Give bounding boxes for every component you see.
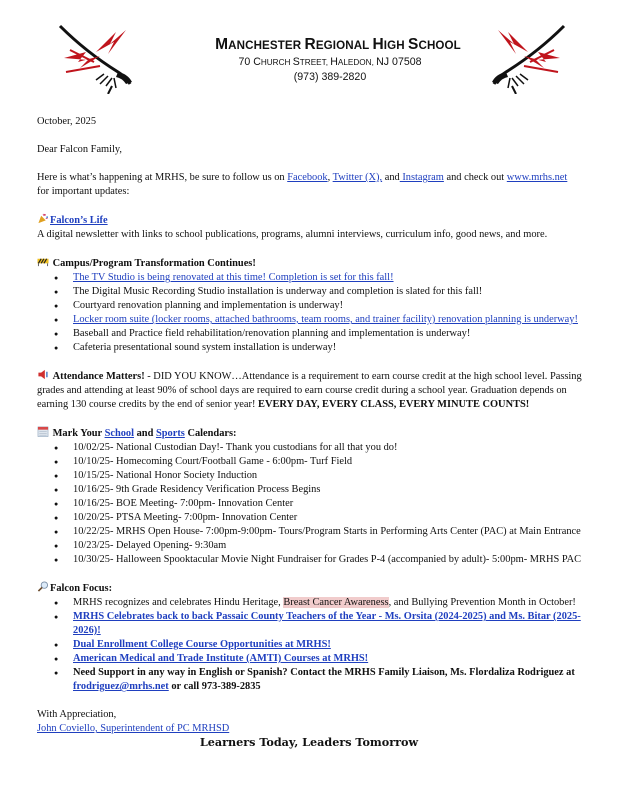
twitter-link[interactable]: Twitter (X), [332,172,383,183]
school-info [150,36,490,84]
magnifying-glass-icon [37,581,49,592]
calendar-event: ● 10/22/25- MRHS Open House- 7:00pm-9:00pm- Tours/Program Starts in Performing Arts Center (PAC) at Main Entrance [37,525,582,539]
website-link[interactable]: www.mrhs.net [506,172,568,183]
campus-item-music-studio: ● The Digital Music Recording Studio installation is underway and completion is slated for this fall! [37,285,582,299]
campus-heading: Campus/Program Transformation Continues! [37,256,582,271]
calendar-list [37,441,582,567]
party-popper-icon [37,213,49,224]
calendar-event: ● 10/16/25- 9th Grade Residency Verification Process Begins [37,483,582,497]
campus-item-courtyard: ● Courtyard renovation planning and implementation is underway! [37,299,582,313]
signature-link[interactable]: John Coviello, Superintendent of PC MRHSD [37,723,230,734]
attendance-paragraph: Attendance Matters! - DID YOU KNOW…Attendance is a requirement to earn course credit at the high school level. Passing grades and attending at least 90% of school days are required to earn course credit during a school year. Graduation depends on earning 130 course credits by the end of senior year! EVERY DAY, EVERY CLASS, EVERY MINUTE COUNTS! [37,371,582,410]
letterhead [0,0,618,110]
calendar-heading: Mark Your School and Sports Calendars: [37,426,582,441]
calendar-event: ● 10/15/25- National Honor Society Induction [37,469,582,483]
greeting: Dear Falcon Family, [37,144,123,155]
focus-item-heritage-month: ● MRHS recognizes and celebrates Hindu Heritage, Breast Cancer Awareness, and Bullying Prevention Month in October! [37,596,582,610]
letter-body [37,110,582,736]
focus-list [37,596,582,694]
falcons-life-heading [37,213,582,228]
school-phone: (973) 389-2820 [293,71,367,83]
calendar-event: ● 10/30/25- Halloween Spooktacular Movie Night Fundraiser for Grades P-4 (accompanied by adult)- 5:00pm- MRHS PAC [37,553,582,567]
calendar-event: ● 10/02/25- National Custodian Day!- Thank you custodians for all that you do! [37,441,582,455]
focus-item-family-liaison: ● Need Support in any way in English or Spanish? Contact the MRHS Family Liaison, Ms. Flordaliza Rodriguez at frodriguez@mrhs.net or call 973-389-2835 [37,666,582,694]
falcon-logo-left [56,22,146,94]
school-address: 70 CHURCH STREET, HALEDON, NJ 07508 [238,56,422,68]
school-name: MANCHESTER REGIONAL HIGH SCHOOL [215,36,461,53]
campus-item-locker-room [37,313,582,327]
closing: With Appreciation, [37,709,117,720]
locker-room-link[interactable]: Locker room suite (locker rooms, attached bathrooms, team rooms, and trainer facility) renovation planning is underway! [73,314,578,325]
focus-item-dual-enrollment [37,638,582,652]
letter-date: October, 2025 [37,116,97,127]
campus-item-tv-studio [37,271,582,285]
focus-item-teachers-of-year [37,610,582,638]
falcons-life-link[interactable]: Falcon’s Life [50,215,108,226]
facebook-link[interactable]: Facebook [287,172,328,183]
falcon-logo-right [478,22,568,94]
calendar-event: ● 10/10/25- Homecoming Court/Football Game - 6:00pm- Turf Field [37,455,582,469]
sports-calendar-link[interactable]: Sports [155,428,185,439]
campus-item-cafeteria: ● Cafeteria presentational sound system installation is underway! [37,341,582,355]
campus-item-baseball-field: ● Baseball and Practice field rehabilitation/renovation planning and implementation is underway! [37,327,582,341]
construction-icon [37,256,49,267]
calendar-event: ● 10/16/25- BOE Meeting- 7:00pm- Innovation Center [37,497,582,511]
calendar-icon [37,426,49,437]
megaphone-icon [37,369,49,380]
instagram-link[interactable]: Instagram [399,172,444,183]
liaison-email-link[interactable]: frodriguez@mrhs.net [73,681,169,692]
falcons-life-description: A digital newsletter with links to school publications, programs, alumni interviews, curriculum info, good news, and more. [37,229,548,240]
teachers-of-year-link[interactable]: MRHS Celebrates back to back Passaic County Teachers of the Year - Ms. Orsita (2024-2025) and Ms. Bitar (2025-2026)! [73,611,581,636]
intro-paragraph: Here is what’s happening at MRHS, be sure to follow us on Facebook, Twitter (X), and Instagram and check out www.mrhs.net for important updates: [37,172,568,197]
amti-link[interactable]: American Medical and Trade Institute (AMTI) Courses at MRHS! [73,653,369,664]
focus-item-amti [37,652,582,666]
school-calendar-link[interactable]: School [104,428,135,439]
campus-list [37,271,582,355]
focus-heading: Falcon Focus: [37,581,582,596]
school-motto: Learners Today, Leaders Tomorrow [199,735,419,749]
calendar-event: ● 10/20/25- PTSA Meeting- 7:00pm- Innovation Center [37,511,582,525]
signature [37,722,582,736]
calendar-event: ● 10/23/25- Delayed Opening- 9:30am [37,539,582,553]
dual-enrollment-link[interactable]: Dual Enrollment College Course Opportunities at MRHS! [73,639,331,650]
tv-studio-link[interactable]: The TV Studio is being renovated at this time! Completion is set for this fall! [73,272,394,283]
highlighted-text: Breast Cancer Awareness [283,597,389,608]
